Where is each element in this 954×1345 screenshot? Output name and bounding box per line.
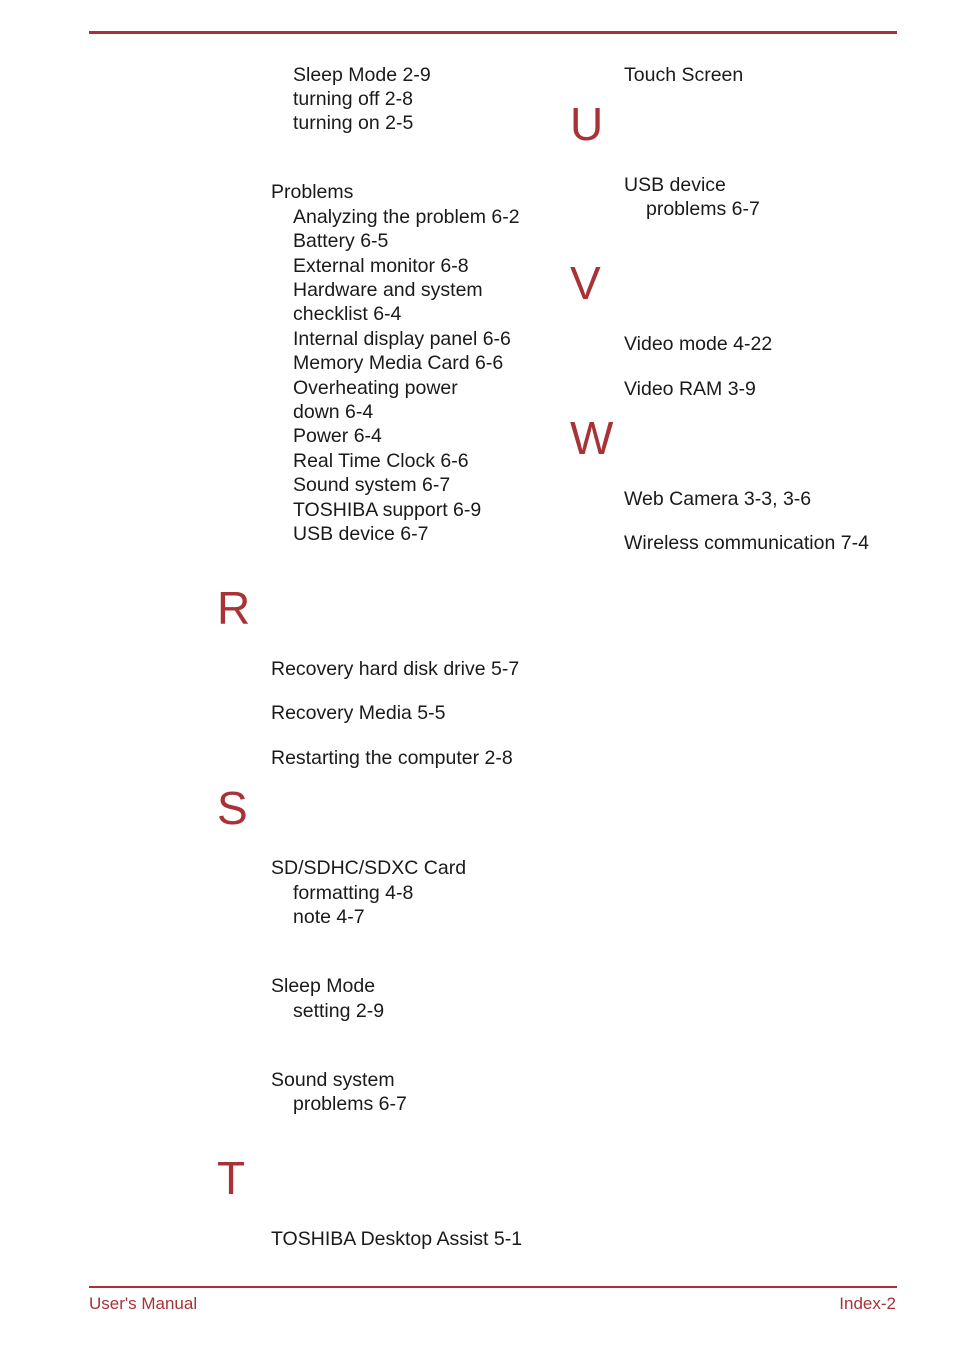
index-subentry: External monitor 6-8 bbox=[293, 255, 469, 277]
index-entry: Restarting the computer 2-8 bbox=[271, 747, 513, 769]
index-entry: Touch Screen bbox=[624, 64, 744, 86]
index-subentry: Overheating power bbox=[293, 377, 458, 399]
index-subentry: Sleep Mode 2-9 bbox=[293, 64, 431, 86]
index-subentry: formatting 4-8 bbox=[293, 882, 414, 904]
index-entry: Video mode 4-22 bbox=[624, 333, 773, 355]
section-letter-s: S bbox=[217, 782, 248, 834]
index-entry: TOSHIBA Desktop Assist 5-1 bbox=[271, 1228, 523, 1250]
index-subentry: problems 6-7 bbox=[293, 1093, 407, 1115]
index-entry: Video RAM 3-9 bbox=[624, 378, 756, 400]
index-subentry: Analyzing the problem 6-2 bbox=[293, 206, 520, 228]
section-letter-r: R bbox=[217, 582, 251, 634]
index-entry: SD/SDHC/SDXC Card bbox=[271, 857, 467, 879]
index-subentry: TOSHIBA support 6-9 bbox=[293, 499, 482, 521]
index-subentry: Sound system 6-7 bbox=[293, 474, 451, 496]
header-rule bbox=[89, 31, 897, 34]
index-subentry: checklist 6-4 bbox=[293, 303, 402, 325]
index-entry: Recovery Media 5-5 bbox=[271, 702, 446, 724]
footer-manual-title: User's Manual bbox=[89, 1294, 198, 1313]
index-subentry: turning on 2-5 bbox=[293, 112, 414, 134]
section-letter-t: T bbox=[217, 1152, 246, 1204]
section-letter-u: U bbox=[570, 98, 604, 150]
index-subentry: turning off 2-8 bbox=[293, 88, 413, 110]
index-subentry: Battery 6-5 bbox=[293, 230, 389, 252]
index-entry: USB device bbox=[624, 174, 726, 196]
index-subentry: USB device 6-7 bbox=[293, 523, 429, 545]
index-subentry: Internal display panel 6-6 bbox=[293, 328, 511, 350]
index-subentry: down 6-4 bbox=[293, 401, 374, 423]
footer-rule bbox=[89, 1286, 897, 1288]
index-entry-problems: Problems bbox=[271, 181, 354, 203]
index-subentry: problems 6-7 bbox=[646, 198, 760, 220]
footer-page-number: Index-2 bbox=[839, 1294, 896, 1313]
index-subentry: Memory Media Card 6-6 bbox=[293, 352, 504, 374]
index-subentry: Real Time Clock 6-6 bbox=[293, 450, 469, 472]
index-entry: Wireless communication 7-4 bbox=[624, 532, 869, 554]
index-entry: Recovery hard disk drive 5-7 bbox=[271, 658, 520, 680]
index-subentry: Hardware and system bbox=[293, 279, 483, 301]
index-entry: Sleep Mode bbox=[271, 975, 376, 997]
section-letter-v: V bbox=[570, 257, 601, 309]
section-letter-w: W bbox=[570, 412, 614, 464]
index-entry: Sound system bbox=[271, 1069, 395, 1091]
index-subentry: Power 6-4 bbox=[293, 425, 382, 447]
index-entry: Web Camera 3-3, 3-6 bbox=[624, 488, 812, 510]
index-subentry: setting 2-9 bbox=[293, 1000, 385, 1022]
index-subentry: note 4-7 bbox=[293, 906, 365, 928]
